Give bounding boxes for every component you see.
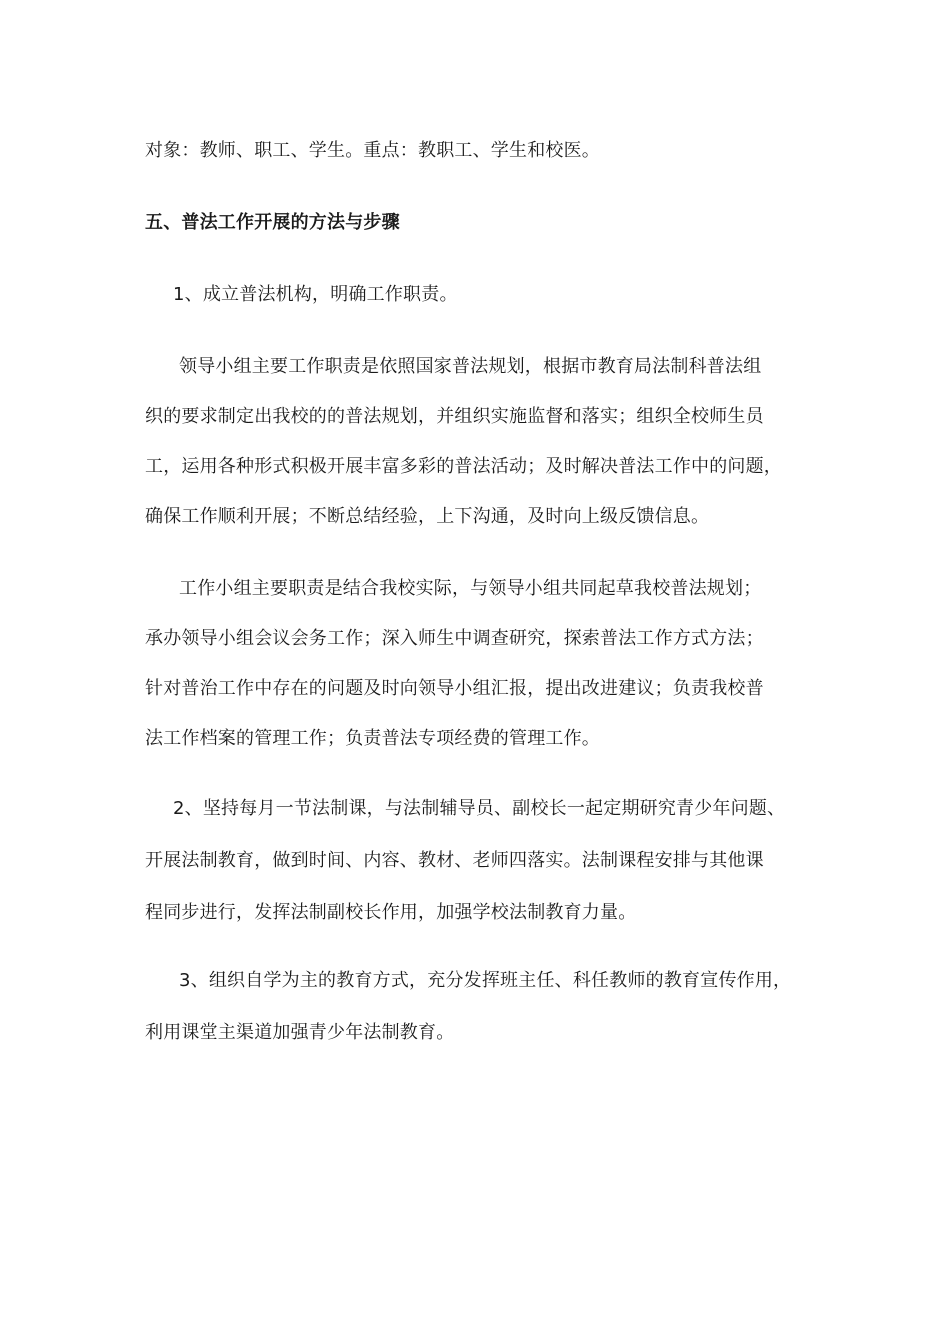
paragraph-line: 工作小组主要职责是结合我校实际，与领导小组共同起草我校普法规划；: [179, 578, 762, 599]
paragraph-line: 针对普治工作中存在的问题及时向领导小组汇报，提出改进建议；负责我校普: [145, 678, 764, 699]
paragraph-line: 领导小组主要工作职责是依照国家普法规划，根据市教育局法制科普法组: [179, 356, 762, 377]
paragraph-line: 确保工作顺利开展；不断总结经验，上下沟通，及时向上级反馈信息。: [145, 506, 710, 527]
section-heading: 五、普法工作开展的方法与步骤: [145, 212, 400, 233]
paragraph-line: 织的要求制定出我校的的普法规划，并组织实施监督和落实；组织全校师生员: [145, 406, 764, 427]
item1-title: 1、成立普法机构，明确工作职责。: [173, 284, 458, 305]
paragraph-line: 利用课堂主渠道加强青少年法制教育。: [145, 1022, 455, 1043]
paragraph-line: 3、组织自学为主的教育方式，充分发挥班主任、科任教师的教育宣传作用，: [179, 970, 792, 991]
paragraph-leading-group: [145, 350, 782, 550]
paragraph-line: 承办领导小组会议会务工作；深入师生中调查研究，探索普法工作方式方法；: [145, 628, 764, 649]
paragraph-line: 开展法制教育，做到时间、内容、教材、老师四落实。法制课程安排与其他课: [145, 850, 764, 871]
intro-line: 对象：教师、职工、学生。重点：教职工、学生和校医。: [145, 140, 600, 161]
paragraph-line: 工，运用各种形式积极开展丰富多彩的普法活动；及时解决普法工作中的问题，: [145, 456, 782, 477]
paragraph-item3: [145, 964, 791, 1068]
paragraph-line: 2、坚持每月一节法制课，与法制辅导员、副校长一起定期研究青少年问题、: [173, 798, 786, 819]
paragraph-working-group: [145, 572, 764, 772]
paragraph-item2: [145, 792, 785, 948]
paragraph-line: 程同步进行，发挥法制副校长作用，加强学校法制教育力量。: [145, 902, 637, 923]
paragraph-line: 法工作档案的管理工作；负责普法专项经费的管理工作。: [145, 728, 600, 749]
